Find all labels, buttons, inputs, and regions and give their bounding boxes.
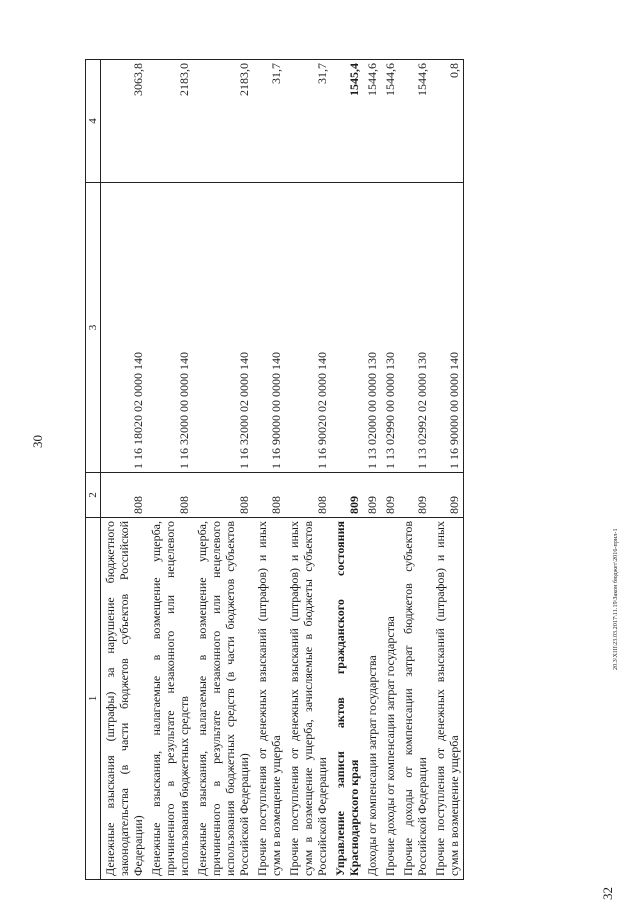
- table-row: [147, 60, 193, 880]
- row-revenue-code: 1 13 02000 00 0000 130: [363, 183, 381, 473]
- row-name: Денежные взыскания, налагаемые в возмещение ущерба, причиненного в результате незаконного или нецелевого использования бюджетных средств (в части бюджетов субъектов Российской Федерации): [193, 518, 253, 880]
- row-admin-code: 809: [381, 473, 399, 518]
- rotated-table-container: [85, 60, 590, 880]
- row-admin-code: 809: [431, 473, 464, 518]
- row-revenue-code: [331, 183, 363, 473]
- table-row: [193, 60, 253, 880]
- row-admin-code: 808: [101, 473, 148, 518]
- row-revenue-code: 1 16 90000 00 0000 140: [431, 183, 464, 473]
- row-name: Денежные взыскания, налагаемые в возмещение ущерба, причиненного в результате незаконного или нецелевого использования бюджетных средств: [147, 518, 193, 880]
- table-row-section-heading: [331, 60, 363, 880]
- row-revenue-code: 1 13 02992 02 0000 130: [399, 183, 431, 473]
- row-admin-code: 808: [285, 473, 331, 518]
- footer-file-code: 20.3\XIII\23.03.2017\11.19\Закон бюджет\2016-прил-1: [613, 528, 619, 670]
- row-revenue-code: 1 16 32000 00 0000 140: [147, 183, 193, 473]
- row-revenue-code: 1 16 90020 02 0000 140: [285, 183, 331, 473]
- row-amount: 1544,6: [399, 60, 431, 183]
- page-number: 30: [30, 435, 45, 448]
- row-name: Прочие доходы от компенсации затрат государства: [381, 518, 399, 880]
- row-name: Доходы от компенсации затрат государства: [363, 518, 381, 880]
- row-admin-code: 808: [253, 473, 285, 518]
- row-amount: 0,8: [431, 60, 464, 183]
- row-name: Прочие поступления от денежных взысканий (штрафов) и иных сумм в возмещение ущерба: [431, 518, 464, 880]
- header-col-3: 3: [86, 183, 101, 473]
- row-amount: 2183,0: [193, 60, 253, 183]
- row-name: Прочие доходы от компенсации затрат бюджетов субъектов Российской Федерации: [399, 518, 431, 880]
- revenue-table: [85, 59, 464, 880]
- table-row: [285, 60, 331, 880]
- table-row: [381, 60, 399, 880]
- row-amount: 1544,6: [381, 60, 399, 183]
- header-col-4: 4: [86, 60, 101, 183]
- row-name: Управление записи актов гражданского состояния Краснодарского края: [331, 518, 363, 880]
- row-admin-code: 809: [331, 473, 363, 518]
- row-amount: 31,7: [285, 60, 331, 183]
- row-name: Прочие поступления от денежных взысканий (штрафов) и иных сумм в возмещение ущерба, зачисляемые в бюджеты субъектов Российской Федерации: [285, 518, 331, 880]
- table-row: [101, 60, 148, 880]
- row-admin-code: 808: [193, 473, 253, 518]
- row-revenue-code: 1 16 18020 02 0000 140: [101, 183, 148, 473]
- row-revenue-code: 1 13 02990 00 0000 130: [381, 183, 399, 473]
- row-amount: 3063,8: [101, 60, 148, 183]
- row-revenue-code: 1 16 32000 02 0000 140: [193, 183, 253, 473]
- table-row: [399, 60, 431, 880]
- row-amount: 1545,4: [331, 60, 363, 183]
- row-admin-code: 809: [363, 473, 381, 518]
- corner-number: 32: [600, 887, 615, 900]
- row-name: Прочие поступления от денежных взысканий (штрафов) и иных сумм в возмещение ущерба: [253, 518, 285, 880]
- row-amount: 31,7: [253, 60, 285, 183]
- row-admin-code: 808: [147, 473, 193, 518]
- row-name: Денежные взыскания (штрафы) за нарушение бюджетного законодательства (в части бюджетов субъектов Российской Федерации): [101, 518, 148, 880]
- table-row: [253, 60, 285, 880]
- row-revenue-code: 1 16 90000 00 0000 140: [253, 183, 285, 473]
- row-admin-code: 809: [399, 473, 431, 518]
- table-row: [363, 60, 381, 880]
- table-header-row: [86, 60, 101, 880]
- row-amount: 2183,0: [147, 60, 193, 183]
- row-amount: 1544,6: [363, 60, 381, 183]
- header-col-2: 2: [86, 473, 101, 518]
- table-row: [431, 60, 464, 880]
- header-col-1: 1: [86, 518, 101, 880]
